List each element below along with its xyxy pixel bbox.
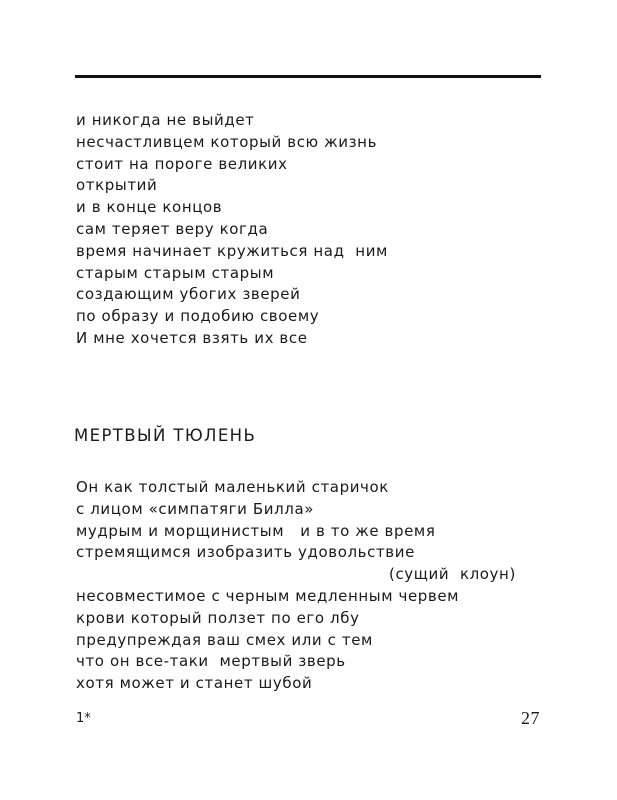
poem-line: стремящимся изобразить удовольствие	[76, 543, 415, 562]
poem-line: создающим убогих зверей	[76, 285, 301, 304]
poem-continued	[76, 110, 388, 350]
poem-line-aside: (сущий клоун)	[389, 565, 516, 584]
poem-line: время начинает кружиться над ним	[76, 241, 388, 260]
poem-line: что он все-таки мертвый зверь	[76, 652, 346, 671]
poem-dead-seal	[76, 477, 516, 695]
poem-line: мудрым и морщинистым и в то же время	[76, 521, 436, 540]
poem-line: и в конце концов	[76, 198, 223, 217]
poem-line: с лицом «симпатяги Билла»	[76, 499, 315, 518]
poem-line: старым старым старым	[76, 263, 275, 282]
poem-line: И мне хочется взять их все	[76, 328, 308, 347]
poem-line: Он как толстый маленький старичок	[76, 478, 389, 496]
poem-line: предупреждая ваш смех или с тем	[76, 630, 373, 649]
poem-line: сам теряет веру когда	[76, 219, 269, 238]
poem-line: хотя может и станет шубой	[76, 674, 313, 693]
page-number: 27	[521, 708, 540, 728]
section-title: МЕРТВЫЙ ТЮЛЕНЬ	[74, 426, 257, 445]
poem-line: по образу и подобию своему	[76, 307, 320, 326]
signature-mark: 1*	[76, 711, 91, 726]
poem-line: открытий	[76, 176, 158, 195]
top-rule	[75, 75, 541, 78]
poem-line: крови который ползет по его лбу	[76, 608, 360, 627]
poem-line: несовместимое с черным медленным червем	[76, 586, 460, 605]
poem-line: стоит на пороге великих	[76, 154, 288, 173]
poem-line: несчастливцем который всю жизнь	[76, 132, 378, 151]
poem-line: и никогда не выйдет	[76, 111, 255, 129]
